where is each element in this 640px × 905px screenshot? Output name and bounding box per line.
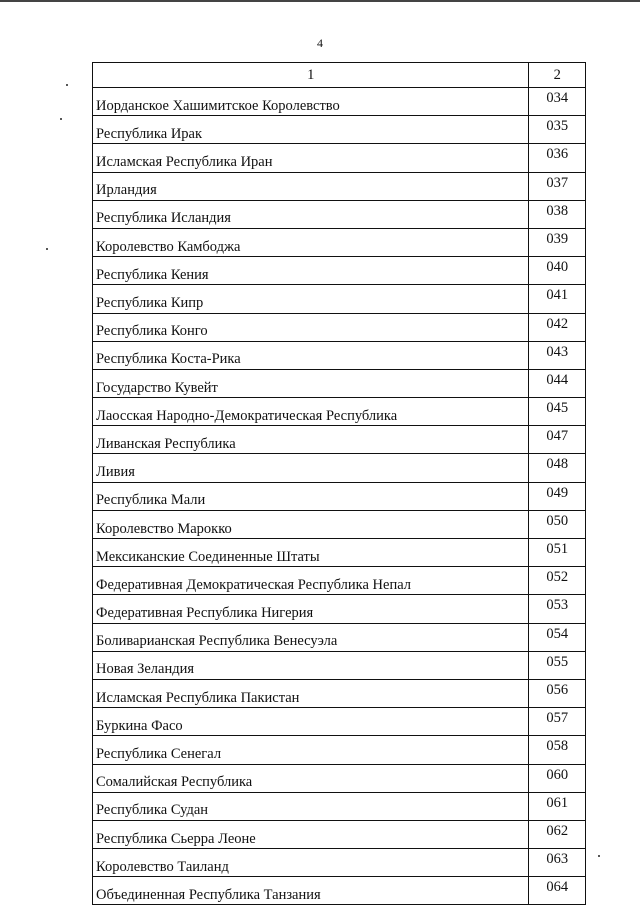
country-name-cell: Королевство Таиланд	[93, 849, 529, 877]
country-name-cell: Иорданское Хашимитское Королевство	[93, 88, 529, 116]
country-name-cell: Республика Судан	[93, 792, 529, 820]
country-name-cell: Республика Мали	[93, 482, 529, 510]
country-code-cell: 037	[529, 172, 586, 200]
country-code-cell: 061	[529, 792, 586, 820]
table-row	[93, 539, 586, 567]
country-code-table	[92, 62, 586, 905]
table-row	[93, 595, 586, 623]
table-row	[93, 877, 586, 905]
table-row	[93, 651, 586, 679]
country-name-cell: Буркина Фасо	[93, 708, 529, 736]
country-code-cell: 042	[529, 313, 586, 341]
table-row	[93, 200, 586, 228]
table-row	[93, 820, 586, 848]
scan-speck	[598, 855, 600, 857]
country-name-cell: Лаосская Народно-Демократическая Республика	[93, 398, 529, 426]
country-name-cell: Республика Сьерра Леоне	[93, 820, 529, 848]
country-code-cell: 043	[529, 341, 586, 369]
country-code-cell: 045	[529, 398, 586, 426]
page-number: 4	[317, 36, 323, 50]
country-code-cell: 057	[529, 708, 586, 736]
table-row	[93, 510, 586, 538]
scan-speck	[46, 248, 48, 250]
table-row	[93, 88, 586, 116]
country-code-cell: 036	[529, 144, 586, 172]
country-code-cell: 054	[529, 623, 586, 651]
country-code-cell: 056	[529, 679, 586, 707]
column-header-name: 1	[93, 63, 529, 88]
country-name-cell: Объединенная Республика Танзания	[93, 877, 529, 905]
table-row	[93, 144, 586, 172]
country-code-cell: 039	[529, 228, 586, 256]
country-name-cell: Королевство Марокко	[93, 510, 529, 538]
scan-top-edge	[0, 0, 640, 2]
table-row	[93, 736, 586, 764]
table-body	[93, 88, 586, 905]
country-name-cell: Боливарианская Республика Венесуэла	[93, 623, 529, 651]
table-row	[93, 792, 586, 820]
country-code-cell: 055	[529, 651, 586, 679]
country-name-cell: Мексиканские Соединенные Штаты	[93, 539, 529, 567]
country-name-cell: Сомалийская Республика	[93, 764, 529, 792]
country-code-cell: 044	[529, 369, 586, 397]
table-row	[93, 454, 586, 482]
country-name-cell: Республика Сенегал	[93, 736, 529, 764]
country-name-cell: Федеративная Республика Нигерия	[93, 595, 529, 623]
table-row	[93, 679, 586, 707]
country-code-cell: 058	[529, 736, 586, 764]
table-row	[93, 482, 586, 510]
table-row	[93, 623, 586, 651]
table-row	[93, 341, 586, 369]
table-row	[93, 764, 586, 792]
country-name-cell: Ливия	[93, 454, 529, 482]
country-code-cell: 050	[529, 510, 586, 538]
country-name-cell: Королевство Камбоджа	[93, 228, 529, 256]
table-row	[93, 116, 586, 144]
country-name-cell: Республика Кипр	[93, 285, 529, 313]
table-row	[93, 257, 586, 285]
table-row	[93, 849, 586, 877]
country-code-cell: 048	[529, 454, 586, 482]
country-code-cell: 035	[529, 116, 586, 144]
scan-speck	[60, 118, 62, 120]
scan-speck	[66, 84, 68, 86]
country-name-cell: Исламская Республика Иран	[93, 144, 529, 172]
table-row	[93, 426, 586, 454]
country-name-cell: Республика Исландия	[93, 200, 529, 228]
country-code-cell: 063	[529, 849, 586, 877]
table-row	[93, 228, 586, 256]
country-code-cell: 034	[529, 88, 586, 116]
table-header-row	[93, 63, 586, 88]
country-name-cell: Ливанская Республика	[93, 426, 529, 454]
country-code-cell: 040	[529, 257, 586, 285]
country-name-cell: Новая Зеландия	[93, 651, 529, 679]
table-row	[93, 172, 586, 200]
table-row	[93, 708, 586, 736]
country-code-cell: 038	[529, 200, 586, 228]
table-row	[93, 285, 586, 313]
country-code-cell: 060	[529, 764, 586, 792]
country-name-cell: Федеративная Демократическая Республика Непал	[93, 567, 529, 595]
country-name-cell: Ирландия	[93, 172, 529, 200]
table-row	[93, 398, 586, 426]
country-name-cell: Республика Конго	[93, 313, 529, 341]
country-name-cell: Республика Кения	[93, 257, 529, 285]
country-code-cell: 052	[529, 567, 586, 595]
country-name-cell: Республика Коста-Рика	[93, 341, 529, 369]
table-row	[93, 567, 586, 595]
country-name-cell: Исламская Республика Пакистан	[93, 679, 529, 707]
country-code-cell: 064	[529, 877, 586, 905]
table-row	[93, 313, 586, 341]
country-code-cell: 053	[529, 595, 586, 623]
country-code-cell: 041	[529, 285, 586, 313]
country-code-cell: 051	[529, 539, 586, 567]
country-name-cell: Республика Ирак	[93, 116, 529, 144]
column-header-code: 2	[529, 63, 586, 88]
country-code-cell: 062	[529, 820, 586, 848]
country-name-cell: Государство Кувейт	[93, 369, 529, 397]
country-code-cell: 049	[529, 482, 586, 510]
table-row	[93, 369, 586, 397]
country-code-cell: 047	[529, 426, 586, 454]
